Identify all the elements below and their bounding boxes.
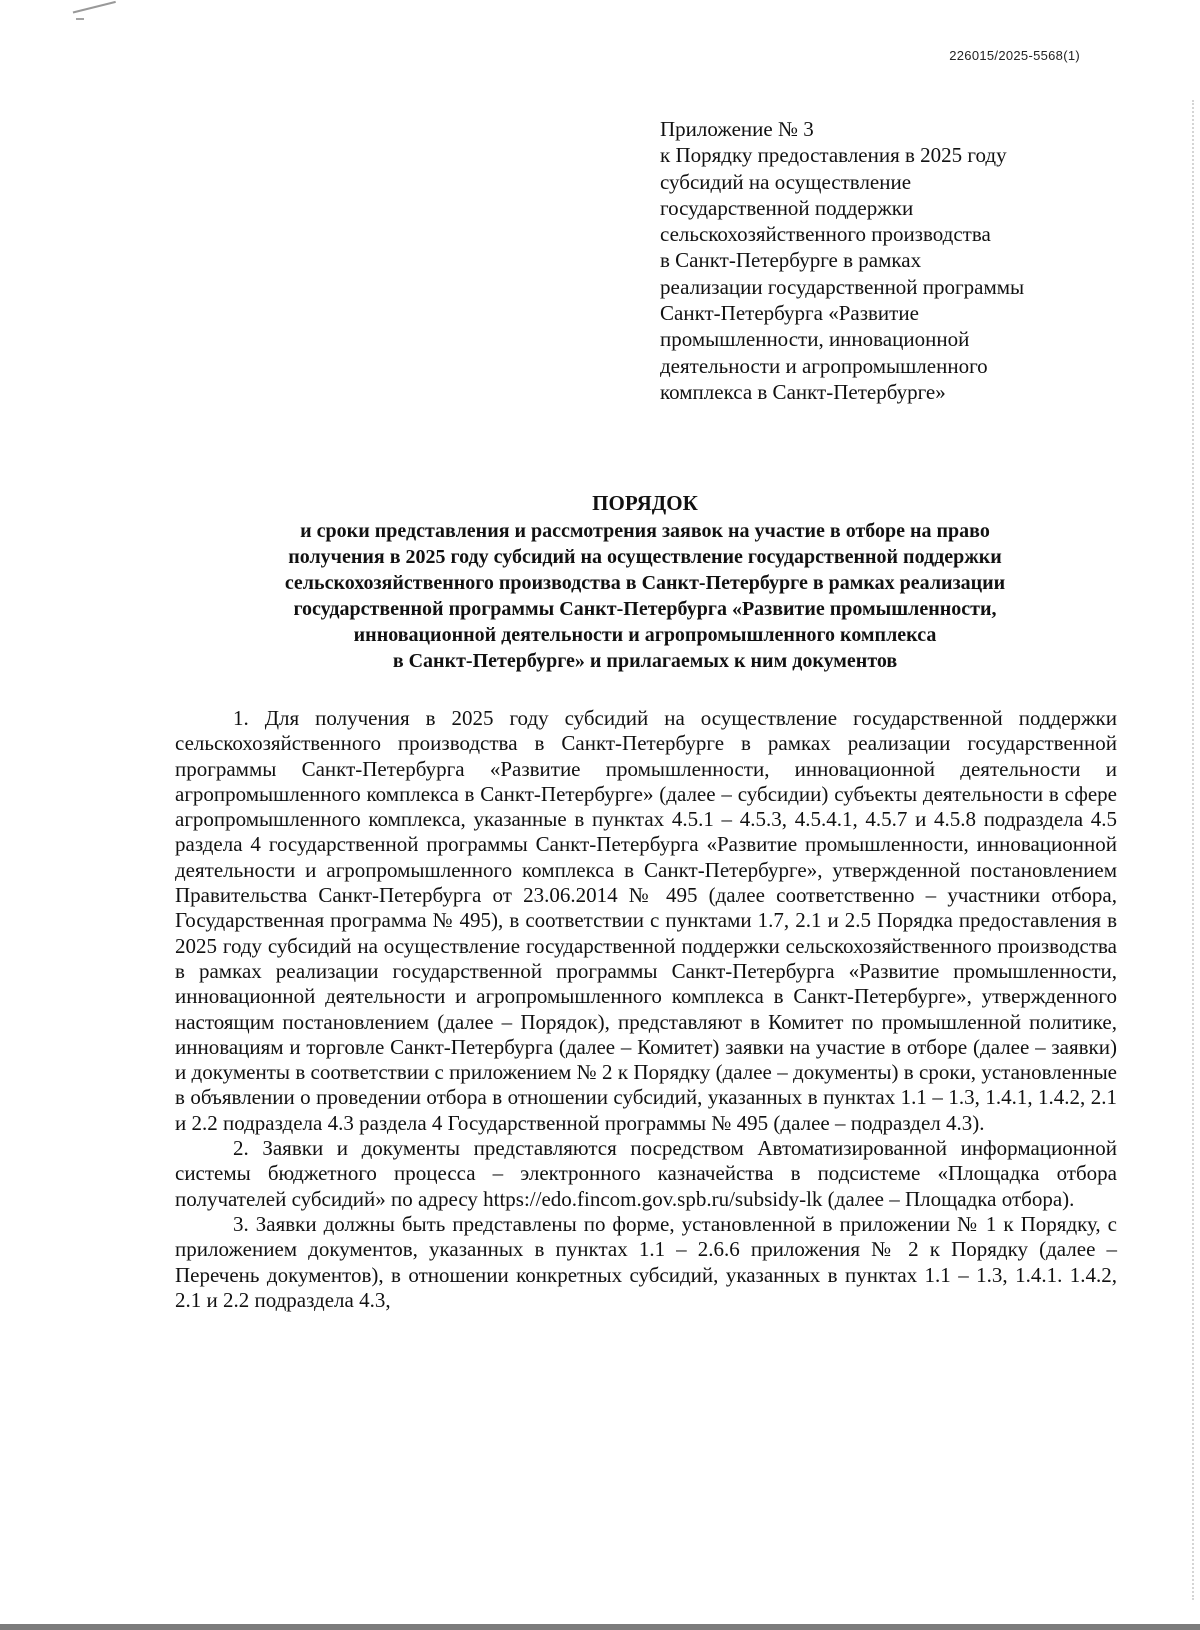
document-subtitle-line: инновационной деятельности и агропромышленного комплекса xyxy=(353,624,937,646)
document-title: ПОРЯДОК xyxy=(592,491,698,515)
document-subtitle-line: сельскохозяйственного производства в Санкт-Петербурге в рамках реализации xyxy=(284,572,1006,594)
appendix-line: субсидий на осуществление xyxy=(660,169,912,194)
document-subtitle-line: получения в 2025 году субсидий на осуществление государственной поддержки xyxy=(288,546,1002,568)
appendix-line: комплекса в Санкт-Петербурге» xyxy=(660,379,946,404)
appendix-line: реализации государственной программы xyxy=(660,274,1025,299)
appendix-line: сельскохозяйственного производства xyxy=(660,222,991,247)
appendix-line: Санкт-Петербурга «Развитие xyxy=(660,301,919,326)
appendix-line: в Санкт-Петербурге в рамках xyxy=(660,248,922,273)
body-paragraph-2: 2. Заявки и документы представляются посредством Автоматизированной информационной системы бюджетного процесса – электронного казначейства в подсистеме «Площадка отбора получателей субсидий» по адресу https://edo.fincom.gov.spb.ru/subsidy-lk (далее – Площадка отбора). xyxy=(175,1136,1117,1211)
body-paragraph-1: 1. Для получения в 2025 году субсидий на осуществление государственной поддержки сельскохозяйственного производства в Санкт-Петербурге в рамках реализации государственной программы Санкт-Петербурга «Развитие промышленности, инновационной деятельности и агропромышленного комплекса в Санкт-Петербурге» (далее – субсидии) субъекты деятельности в сфере агропромышленного комплекса, указанные в пунктах 4.5.1 – 4.5.3, 4.5.4.1, 4.5.7 и 4.5.8 подраздела 4.5 раздела 4 государственной программы Санкт-Петербурга «Развитие промышленности, инновационной деятельности и агропромышленного комплекса в Санкт-Петербурге», утвержденной постановлением Правительства Санкт-Петербурга от 23.06.2014 № 495 (далее соответственно – участники отбора, Государственная программа № 495), в соответствии с пунктами 1.7, 2.1 и 2.5 Порядка предоставления в 2025 году субсидий на осуществление государственной поддержки сельскохозяйственного производства в рамках реализации государственной программы Санкт-Петербурга «Развитие промышленности, инновационной деятельности и агропромышленного комплекса в Санкт-Петербурге», утвержденного настоящим постановлением (далее – Порядок), представляют в Комитет по промышленной политике, инновациям и торговле Санкт-Петербурга (далее – Комитет) заявки на участие в отборе (далее – заявки) и документы в соответствии с приложением № 2 к Порядку (далее – документы) в сроки, установленные в объявлении о проведении отбора в отношении субсидий, указанных в пунктах 1.1 – 1.3, 1.4.1, 1.4.2, 2.1 и 2.2 подраздела 4.3 раздела 4 Государственной программы № 495 (далее – подраздел 4.3). xyxy=(175,706,1117,1135)
body-paragraph-3: 3. Заявки должны быть представлены по форме, установленной в приложении № 1 к Порядку, с приложением документов, указанных в пунктах 1.1 – 2.6.6 приложения № 2 к Порядку (далее – Перечень документов), в отношении конкретных субсидий, указанных в пунктах 1.1 – 1.3, 1.4.1. 1.4.2, 2.1 и 2.2 подраздела 4.3, xyxy=(175,1211,1117,1312)
appendix-line: государственной поддержки xyxy=(660,195,914,220)
scan-bottom-edge xyxy=(0,1624,1200,1630)
document-body xyxy=(175,706,1117,1313)
appendix-line: промышленности, инновационной xyxy=(660,327,970,352)
document-subtitle-line: государственной программы Санкт-Петербурга «Развитие промышленности, xyxy=(293,598,997,620)
appendix-line: к Порядку предоставления в 2025 году xyxy=(660,143,1007,168)
scan-artifact-mark xyxy=(73,1,120,27)
scan-right-edge xyxy=(1190,100,1194,1600)
scan-artifact-dash xyxy=(76,18,84,20)
document-subtitle-line: и сроки представления и рассмотрения заявок на участие в отборе на право xyxy=(300,520,990,542)
document-registration-number: 226015/2025-5568(1) xyxy=(949,48,1080,63)
document-subtitle-line: в Санкт-Петербурге» и прилагаемых к ним документов xyxy=(392,650,898,672)
document-title-block xyxy=(170,490,1120,674)
appendix-reference-block xyxy=(660,116,1100,405)
appendix-line: деятельности и агропромышленного xyxy=(660,353,988,378)
appendix-line: Приложение № 3 xyxy=(660,117,814,141)
